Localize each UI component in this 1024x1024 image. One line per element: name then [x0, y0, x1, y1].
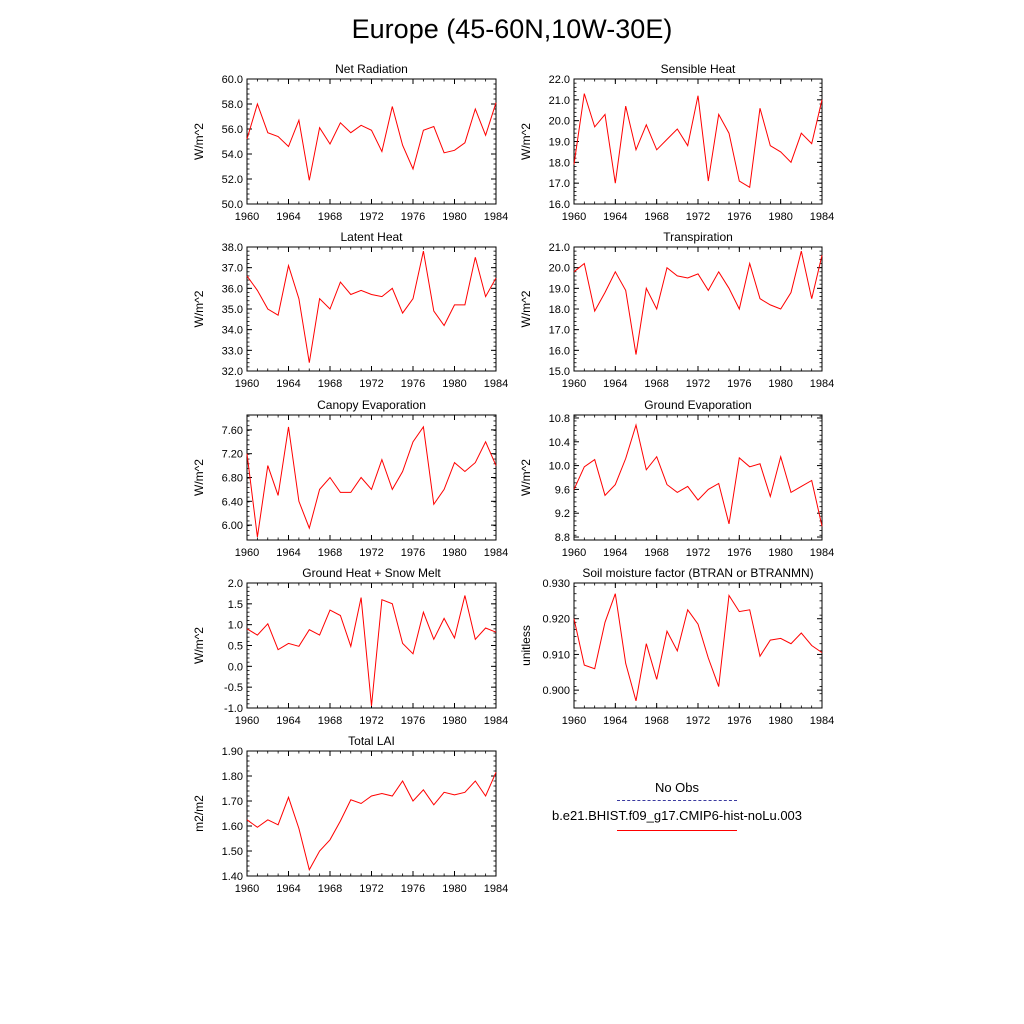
- panel-title: Latent Heat: [340, 230, 403, 244]
- y-tick-label: 20.0: [548, 115, 570, 128]
- x-tick-label: 1972: [685, 547, 711, 559]
- panel-9: [192, 734, 508, 895]
- x-tick-label: 1984: [809, 378, 835, 390]
- panel-8: [519, 566, 834, 727]
- y-tick-label: 21.0: [548, 94, 570, 107]
- series-line: [574, 425, 822, 526]
- y-tick-label: 60.0: [221, 74, 243, 86]
- x-tick-label: 1984: [809, 715, 835, 727]
- x-tick-label: 1968: [644, 547, 669, 559]
- x-tick-label: 1960: [561, 211, 587, 223]
- y-tick-label: 20.0: [548, 262, 570, 275]
- x-tick-label: 1976: [400, 378, 426, 390]
- panel-2: [519, 62, 834, 223]
- x-tick-label: 1980: [768, 715, 793, 727]
- y-tick-label: 1.70: [221, 796, 243, 808]
- plot-frame: [247, 247, 496, 371]
- y-tick-label: 32.0: [221, 366, 243, 378]
- panel-title: Soil moisture factor (BTRAN or BTRANMN): [582, 566, 814, 580]
- series-line: [247, 596, 496, 706]
- y-tick-label: 6.80: [221, 472, 243, 485]
- x-tick-label: 1984: [483, 378, 509, 390]
- x-tick-label: 1968: [644, 378, 669, 390]
- y-tick-label: 34.0: [221, 324, 243, 337]
- x-tick-label: 1984: [483, 715, 509, 727]
- y-axis-label: W/m^2: [192, 627, 206, 664]
- x-tick-label: 1960: [234, 715, 260, 727]
- y-tick-label: 35.0: [221, 304, 243, 316]
- x-tick-label: 1984: [809, 547, 835, 559]
- x-tick-label: 1968: [644, 715, 669, 727]
- x-tick-label: 1980: [768, 547, 793, 559]
- plot-frame: [247, 415, 496, 540]
- y-tick-label: 15.0: [548, 366, 570, 378]
- y-tick-label: -1.0: [224, 703, 243, 715]
- y-tick-label: 0.0: [227, 661, 243, 674]
- x-tick-label: 1960: [561, 378, 587, 390]
- y-axis-label: W/m^2: [519, 459, 533, 496]
- plot-frame: [247, 751, 496, 876]
- legend-model-label: b.e21.BHIST.f09_g17.CMIP6-hist-noLu.003: [551, 808, 803, 823]
- x-tick-label: 1960: [561, 715, 587, 727]
- x-tick-label: 1960: [234, 883, 260, 895]
- series-line: [574, 94, 822, 188]
- x-tick-label: 1968: [317, 547, 343, 559]
- y-tick-label: 1.5: [227, 598, 243, 611]
- x-tick-label: 1972: [359, 547, 384, 559]
- y-axis-label: m2/m2: [192, 795, 206, 832]
- x-tick-label: 1972: [359, 378, 384, 390]
- y-tick-label: 1.90: [221, 746, 243, 758]
- x-tick-label: 1980: [442, 378, 467, 390]
- y-tick-label: 22.0: [548, 74, 570, 86]
- panel-title: Sensible Heat: [660, 62, 736, 76]
- panel-5: [192, 398, 508, 559]
- y-tick-label: 54.0: [221, 149, 243, 161]
- x-tick-label: 1976: [727, 211, 752, 223]
- panel-title: Ground Heat + Snow Melt: [302, 566, 441, 580]
- y-axis-label: W/m^2: [192, 123, 206, 160]
- y-tick-label: 37.0: [221, 262, 243, 275]
- x-tick-label: 1980: [442, 211, 467, 223]
- y-tick-label: 7.60: [221, 424, 243, 437]
- x-tick-label: 1984: [483, 547, 509, 559]
- y-tick-label: 0.910: [542, 649, 570, 662]
- panel-title: Ground Evaporation: [644, 398, 752, 412]
- y-tick-label: 1.50: [221, 846, 243, 858]
- y-tick-label: 0.5: [227, 640, 243, 653]
- x-tick-label: 1972: [685, 378, 711, 390]
- x-tick-label: 1984: [483, 883, 509, 895]
- y-axis-label: unitless: [519, 625, 533, 666]
- y-tick-label: 38.0: [221, 242, 243, 254]
- y-tick-label: 9.6: [554, 484, 570, 497]
- y-tick-label: 0.920: [542, 613, 570, 626]
- panel-title: Net Radiation: [335, 62, 408, 76]
- panel-4: [519, 230, 834, 390]
- x-tick-label: 1964: [603, 378, 628, 390]
- y-tick-label: 6.40: [221, 496, 243, 509]
- y-tick-label: 7.20: [221, 448, 243, 461]
- panel-title: Transpiration: [663, 230, 733, 244]
- y-tick-label: 50.0: [221, 199, 243, 211]
- x-tick-label: 1980: [442, 883, 467, 895]
- legend-obs-line: [617, 800, 737, 801]
- x-tick-label: 1972: [685, 715, 711, 727]
- x-tick-label: 1960: [561, 547, 587, 559]
- series-line: [247, 427, 496, 537]
- y-tick-label: 33.0: [221, 345, 243, 358]
- x-tick-label: 1968: [317, 883, 343, 895]
- y-tick-label: 0.930: [542, 578, 570, 590]
- series-line: [574, 251, 822, 354]
- series-line: [247, 103, 496, 181]
- y-tick-label: 2.0: [227, 578, 243, 590]
- y-tick-label: 36.0: [221, 283, 243, 296]
- series-line: [247, 772, 496, 870]
- x-tick-label: 1976: [400, 547, 426, 559]
- x-tick-label: 1968: [317, 378, 343, 390]
- x-tick-label: 1964: [276, 547, 301, 559]
- x-tick-label: 1964: [276, 883, 301, 895]
- y-tick-label: 19.0: [548, 136, 570, 149]
- series-line: [574, 594, 822, 701]
- y-tick-label: 1.40: [221, 871, 243, 883]
- x-tick-label: 1964: [276, 378, 301, 390]
- y-axis-label: W/m^2: [519, 123, 533, 160]
- x-tick-label: 1968: [317, 715, 343, 727]
- y-tick-label: 18.0: [548, 157, 570, 170]
- y-tick-label: 58.0: [221, 99, 243, 111]
- y-tick-label: 56.0: [221, 124, 243, 136]
- x-tick-label: 1968: [317, 211, 343, 223]
- legend-model-line: [617, 830, 737, 831]
- y-axis-label: W/m^2: [192, 290, 206, 328]
- x-tick-label: 1972: [685, 211, 711, 223]
- y-tick-label: 21.0: [548, 242, 570, 254]
- x-tick-label: 1980: [442, 547, 467, 559]
- x-tick-label: 1972: [359, 715, 384, 727]
- y-tick-label: 17.0: [548, 178, 570, 191]
- y-tick-label: 19.0: [548, 283, 570, 296]
- plot-frame: [574, 247, 822, 371]
- panel-1: [192, 62, 508, 223]
- panel-title: Total LAI: [348, 734, 395, 748]
- y-tick-label: 52.0: [221, 174, 243, 186]
- y-tick-label: 16.0: [548, 345, 570, 358]
- x-tick-label: 1976: [400, 883, 426, 895]
- x-tick-label: 1980: [768, 211, 793, 223]
- x-tick-label: 1960: [234, 547, 260, 559]
- x-tick-label: 1968: [644, 211, 669, 223]
- y-tick-label: 17.0: [548, 324, 570, 337]
- panel-3: [192, 230, 508, 390]
- panel-7: [192, 566, 508, 727]
- x-tick-label: 1964: [603, 211, 628, 223]
- x-tick-label: 1976: [400, 211, 426, 223]
- x-tick-label: 1972: [359, 211, 384, 223]
- series-line: [247, 251, 496, 363]
- legend-obs-label: No Obs: [654, 780, 700, 795]
- x-tick-label: 1976: [727, 378, 752, 390]
- y-tick-label: 6.00: [221, 520, 243, 533]
- figure-title: Europe (45-60N,10W-30E): [351, 14, 673, 44]
- y-tick-label: 8.8: [554, 532, 570, 545]
- x-tick-label: 1984: [483, 211, 509, 223]
- x-tick-label: 1960: [234, 378, 260, 390]
- x-tick-label: 1964: [276, 715, 301, 727]
- y-tick-label: 10.8: [548, 412, 570, 425]
- plot-frame: [574, 583, 822, 708]
- panel-title: Canopy Evaporation: [317, 398, 426, 412]
- x-tick-label: 1984: [809, 211, 835, 223]
- y-tick-label: 1.60: [221, 821, 243, 833]
- y-tick-label: 10.0: [548, 460, 570, 473]
- plot-frame: [247, 79, 496, 204]
- x-tick-label: 1972: [359, 883, 384, 895]
- y-tick-label: 0.900: [542, 685, 570, 698]
- panel-6: [519, 398, 834, 559]
- x-tick-label: 1964: [276, 211, 301, 223]
- y-tick-label: 18.0: [548, 304, 570, 316]
- y-tick-label: 16.0: [548, 199, 570, 211]
- y-tick-label: -0.5: [224, 682, 243, 695]
- x-tick-label: 1960: [234, 211, 260, 223]
- y-tick-label: 10.4: [548, 436, 570, 449]
- plot-frame: [574, 415, 822, 540]
- y-axis-label: W/m^2: [519, 290, 533, 328]
- x-tick-label: 1964: [603, 715, 628, 727]
- y-tick-label: 1.80: [221, 771, 243, 783]
- x-tick-label: 1980: [442, 715, 467, 727]
- y-axis-label: W/m^2: [192, 459, 206, 496]
- y-tick-label: 9.2: [554, 508, 570, 521]
- x-tick-label: 1976: [400, 715, 426, 727]
- x-tick-label: 1980: [768, 378, 793, 390]
- y-tick-label: 1.0: [227, 619, 243, 632]
- x-tick-label: 1976: [727, 547, 752, 559]
- x-tick-label: 1976: [727, 715, 752, 727]
- x-tick-label: 1964: [603, 547, 628, 559]
